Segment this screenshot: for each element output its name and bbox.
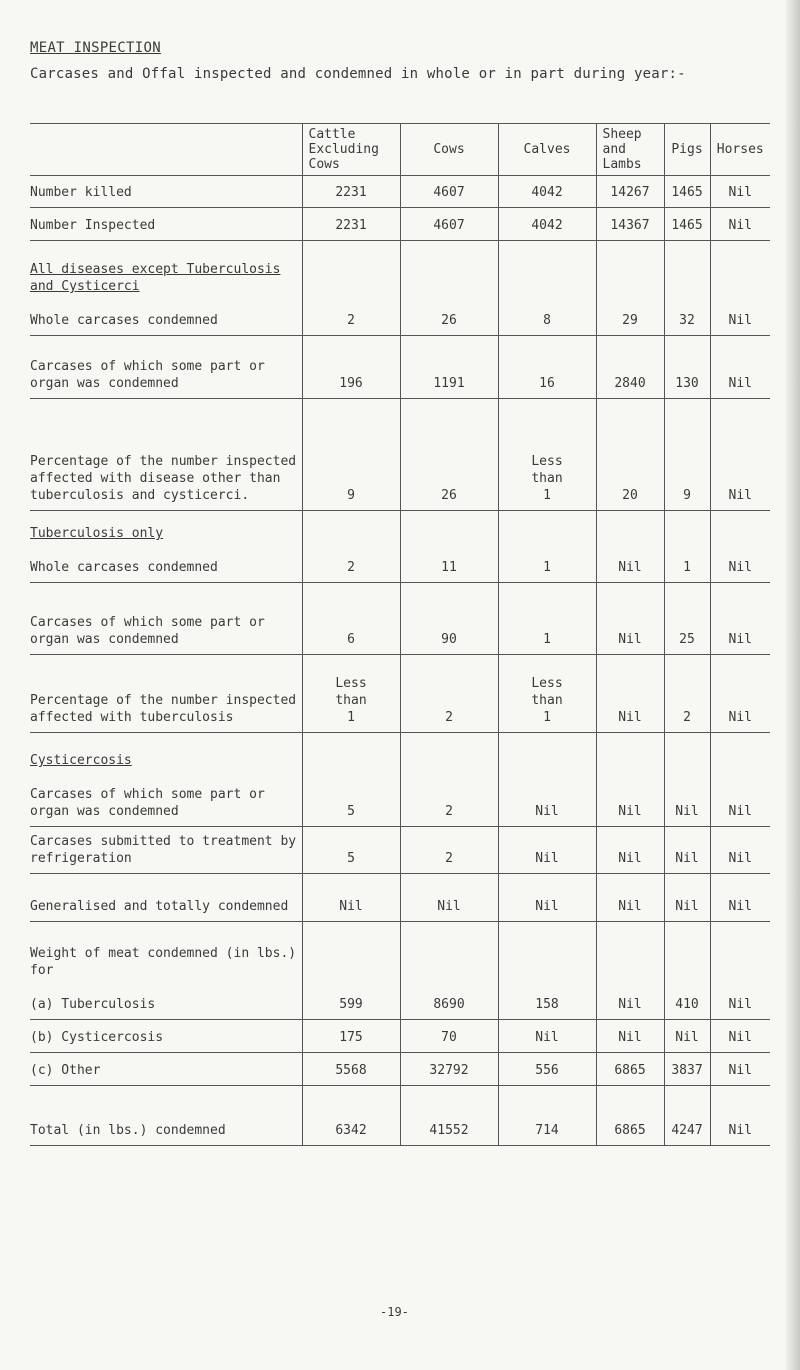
table-cell: Nil (302, 874, 400, 922)
table-row (30, 1053, 770, 1086)
column-header: Cattle Excluding Cows (302, 124, 400, 176)
table-cell: 6342 (302, 1086, 400, 1146)
table-cell: Nil (400, 874, 498, 922)
row-label-text: Number Inspected (30, 218, 156, 233)
section-heading: Tuberculosis only (30, 526, 164, 541)
table-row (30, 176, 770, 208)
table-header-row (30, 124, 770, 176)
table-cell: 5 (302, 733, 400, 827)
table-cell: Nil (710, 399, 770, 511)
table-cell: 4042 (498, 176, 596, 208)
table-row (30, 208, 770, 241)
table-cell: Nil (710, 583, 770, 655)
table-cell: 32 (664, 241, 710, 336)
table-cell: Nil (498, 1020, 596, 1053)
table-cell: 5 (302, 827, 400, 874)
table-cell: Nil (596, 655, 664, 733)
table-row (30, 336, 770, 399)
row-label-text: Percentage of the number inspected affected with tuberculosis (30, 693, 297, 725)
table-cell: 29 (596, 241, 664, 336)
table-cell: 410 (664, 922, 710, 1020)
table-cell: Nil (664, 1020, 710, 1053)
table-cell: 14267 (596, 176, 664, 208)
table-row (30, 922, 770, 1020)
table-cell: 14367 (596, 208, 664, 241)
table-row (30, 1020, 770, 1053)
table-cell: 556 (498, 1053, 596, 1086)
table-cell: Nil (596, 827, 664, 874)
row-label (30, 176, 302, 208)
table-cell: Nil (710, 874, 770, 922)
row-label-text: Whole carcases condemned (30, 560, 218, 575)
table-cell: 41552 (400, 1086, 498, 1146)
row-label (30, 922, 302, 1020)
table-cell: Nil (710, 1053, 770, 1086)
table-cell: 714 (498, 1086, 596, 1146)
page-subtitle: Carcases and Offal inspected and condemned in whole or in part during year:- (30, 66, 686, 82)
table-cell: Less than 1 (302, 655, 400, 733)
table-cell: 6 (302, 583, 400, 655)
row-label (30, 241, 302, 336)
header-blank (30, 124, 302, 176)
table-cell: 4247 (664, 1086, 710, 1146)
row-label (30, 1086, 302, 1146)
table-cell: 90 (400, 583, 498, 655)
table-cell: Nil (710, 241, 770, 336)
table-cell: Nil (596, 922, 664, 1020)
row-label (30, 827, 302, 874)
table-cell: Nil (710, 1086, 770, 1146)
row-label (30, 1053, 302, 1086)
table-cell: Nil (710, 827, 770, 874)
column-header: Pigs (664, 124, 710, 176)
row-label (30, 399, 302, 511)
row-label-text: (a) Tuberculosis (30, 997, 156, 1012)
column-header: Cows (400, 124, 498, 176)
column-header: Calves (498, 124, 596, 176)
table-cell: 2 (302, 511, 400, 583)
table-cell: 2 (400, 827, 498, 874)
table-row (30, 874, 770, 922)
table-cell: 25 (664, 583, 710, 655)
row-label-text: Generalised and totally condemned (30, 899, 289, 914)
table-cell: 16 (498, 336, 596, 399)
table-cell: Nil (664, 733, 710, 827)
section-heading: Weight of meat condemned (in lbs.) for (30, 946, 297, 978)
table-cell: 70 (400, 1020, 498, 1053)
row-label-text: (c) Other (30, 1063, 101, 1078)
table-row (30, 511, 770, 583)
table-cell: 1191 (400, 336, 498, 399)
page-edge-shadow (786, 0, 800, 1370)
row-label-text: Carcases of which some part or organ was condemned (30, 359, 265, 391)
table-cell: 158 (498, 922, 596, 1020)
table-cell: Nil (710, 655, 770, 733)
table-cell: 26 (400, 399, 498, 511)
table-cell: 1465 (664, 208, 710, 241)
page-number: -19- (380, 1305, 409, 1319)
table-cell: Nil (498, 874, 596, 922)
row-label (30, 874, 302, 922)
row-label-text: Whole carcases condemned (30, 313, 218, 328)
row-label-text: Carcases submitted to treatment by refrigeration (30, 834, 297, 866)
row-label-text: Carcases of which some part or organ was condemned (30, 787, 265, 819)
row-label-text: Number killed (30, 185, 132, 200)
table-cell: Nil (710, 733, 770, 827)
table-cell: 9 (664, 399, 710, 511)
table-cell: 1465 (664, 176, 710, 208)
table-cell: Nil (710, 922, 770, 1020)
table-cell: 8690 (400, 922, 498, 1020)
table-cell: 6865 (596, 1053, 664, 1086)
table-cell: Nil (498, 733, 596, 827)
row-label (30, 336, 302, 399)
meat-inspection-table (30, 123, 770, 1146)
table-cell: 20 (596, 399, 664, 511)
table-cell: Nil (710, 208, 770, 241)
table-cell: 2 (400, 733, 498, 827)
column-header: Horses (710, 124, 770, 176)
table-cell: Nil (596, 1020, 664, 1053)
table-cell: Nil (664, 827, 710, 874)
row-label (30, 655, 302, 733)
table-cell: 2231 (302, 176, 400, 208)
table-cell: 4607 (400, 176, 498, 208)
table-row (30, 241, 770, 336)
table-cell: 4607 (400, 208, 498, 241)
table-cell: 196 (302, 336, 400, 399)
row-label (30, 733, 302, 827)
table-cell: Nil (596, 511, 664, 583)
row-label (30, 208, 302, 241)
table-cell: 599 (302, 922, 400, 1020)
table-cell: 6865 (596, 1086, 664, 1146)
page-title: MEAT INSPECTION (30, 40, 161, 56)
table-row (30, 583, 770, 655)
table-row (30, 399, 770, 511)
table-cell: 1 (664, 511, 710, 583)
row-label-text: Total (in lbs.) condemned (30, 1123, 226, 1138)
row-label-text: Carcases of which some part or organ was condemned (30, 615, 265, 647)
table-cell: Less than 1 (498, 399, 596, 511)
table-row (30, 827, 770, 874)
table-cell: 2 (400, 655, 498, 733)
table-cell: 175 (302, 1020, 400, 1053)
table-cell: 5568 (302, 1053, 400, 1086)
table-cell: 26 (400, 241, 498, 336)
table-cell: Nil (710, 336, 770, 399)
table-cell: Nil (710, 511, 770, 583)
table-row (30, 733, 770, 827)
row-label-text: Percentage of the number inspected affected with disease other than tuberculosis and cysticerci. (30, 454, 297, 503)
table-cell: Less than 1 (498, 655, 596, 733)
section-heading: Cysticercosis (30, 753, 132, 768)
row-label-text: (b) Cysticercosis (30, 1030, 164, 1045)
table-cell: Nil (710, 1020, 770, 1053)
table-cell: Nil (664, 874, 710, 922)
table-cell: 2231 (302, 208, 400, 241)
table-cell: 4042 (498, 208, 596, 241)
row-label (30, 583, 302, 655)
table-cell: Nil (710, 176, 770, 208)
table-cell: 8 (498, 241, 596, 336)
table-cell: 130 (664, 336, 710, 399)
table-cell: 3837 (664, 1053, 710, 1086)
table-row (30, 1086, 770, 1146)
table-cell: 2 (302, 241, 400, 336)
table-cell: 9 (302, 399, 400, 511)
row-label (30, 1020, 302, 1053)
table-cell: 11 (400, 511, 498, 583)
table-cell: 2 (664, 655, 710, 733)
table-cell: Nil (596, 874, 664, 922)
table-body (30, 176, 770, 1146)
table-cell: Nil (596, 583, 664, 655)
row-label (30, 511, 302, 583)
table-cell: 1 (498, 511, 596, 583)
section-heading: All diseases except Tuberculosis and Cysticerci (30, 262, 281, 294)
table-cell: 32792 (400, 1053, 498, 1086)
column-header: Sheep and Lambs (596, 124, 664, 176)
table-cell: Nil (498, 827, 596, 874)
table-cell: 1 (498, 583, 596, 655)
table-cell: 2840 (596, 336, 664, 399)
table-row (30, 655, 770, 733)
table-cell: Nil (596, 733, 664, 827)
